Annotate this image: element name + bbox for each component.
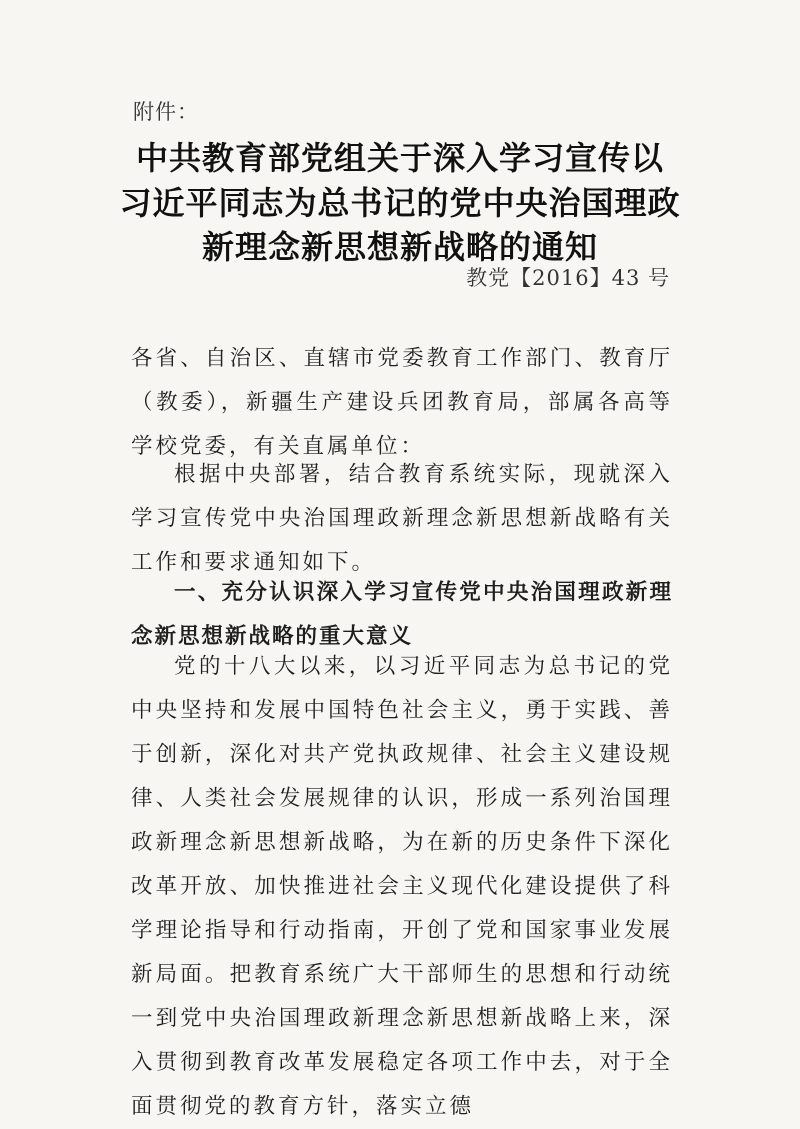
title-line-2: 习近平同志为总书记的党中央治国理政 [119, 184, 681, 222]
section-heading: 一、充分认识深入学习宣传党中央治国理政新理念新思想新战略的重大意义 [131, 580, 673, 649]
attachment-label: 附件： [133, 100, 199, 124]
title-line-1: 中共教育部党组关于深入学习宣传以 [135, 139, 664, 177]
document-number: 教党【2016】43 号 [466, 266, 670, 290]
addressees-paragraph: 各省、自治区、直辖市党委教育工作部门、教育厅（教委），新疆生产建设兵团教育局，部属各高等学校党委，有关直属单位： [131, 346, 673, 459]
title-line-3: 新理念新思想新战略的通知 [201, 228, 598, 266]
intro-paragraph: 根据中央部署，结合教育系统实际，现就深入学习宣传党中央治国理政新理念新思想新战略有关工作和要求通知如下。 [131, 462, 673, 575]
body-paragraph: 党的十八大以来，以习近平同志为总书记的党中央坚持和发展中国特色社会主义，勇于实践、善于创新，深化对共产党执政规律、社会主义建设规律、人类社会发展规律的认识，形成一系列治国理政新理念新思想新战略，为在新的历史条件下深化改革开放、加快推进社会主义现代化建设提供了科学理论指导和行动指南，开创了党和国家事业发展新局面。把教育系统广大干部师生的思想和行动统一到党中央治国理政新理念新思想新战略上来，深入贯彻到教育改革发展稳定各项工作中去，对于全面贯彻党的教育方针，落实立德 [131, 654, 673, 1119]
